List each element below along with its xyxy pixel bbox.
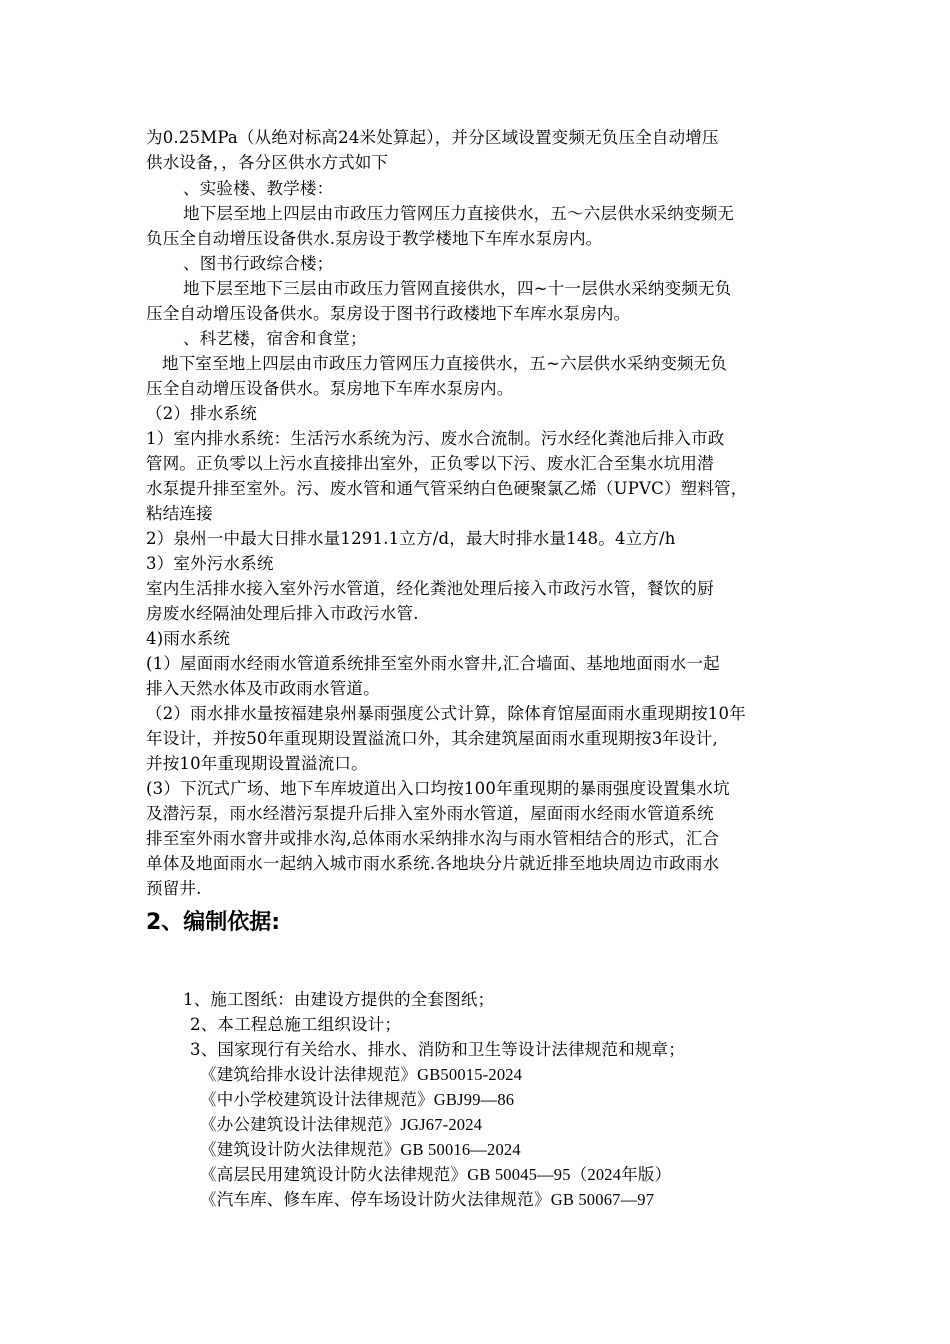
text-line: （2）排水系统: [146, 404, 257, 423]
text-line: 室内生活排水接入室外污水管道，经化粪池处理后接入市政污水管，餐饮的厨: [146, 579, 714, 598]
text-line: 为0.25MPa（从绝对标高24米处算起），并分区域设置变频无负压全自动增压: [146, 128, 719, 147]
text-line: （2）雨水排水量按福建泉州暴雨强度公式计算，除体育馆屋面雨水重现期按10年: [146, 704, 746, 723]
text-line: 1）室内排水系统：生活污水系统为污、废水合流制。污水经化粪池后排入市政: [146, 429, 725, 448]
text-line: 水泵提升排至室外。污、废水管和通气管采纳白色硬聚氯乙烯（UPVC）塑料管，: [146, 479, 748, 498]
text-line: 、实验楼、教学楼：: [183, 179, 334, 198]
text-line: 及潜污泵，雨水经潜污泵提升后排入室外雨水管道，屋面雨水经雨水管道系统: [146, 804, 714, 823]
text-line: 地下层至地上四层由市政压力管网压力直接供水，五～六层供水采纳变频无: [183, 204, 735, 223]
text-line: 粘结连接: [146, 504, 213, 523]
text-line: 压全自动增压设备供水。泵房地下车库水泵房内。: [146, 379, 514, 398]
text-line: 年设计，并按50年重现期设置溢流口外，其余建筑屋面雨水重现期按3年设计,: [146, 729, 718, 748]
text-line: 压全自动增压设备供水。泵房设于图书行政楼地下车库水泵房内。: [146, 304, 631, 323]
basis-item: 2、本工程总施工组织设计；: [190, 1015, 402, 1034]
standard-reference: 《汽车库、修车库、停车场设计防火法律规范》GB 50067—97: [200, 1190, 655, 1209]
basis-item: 1、施工图纸：由建设方提供的全套图纸；: [183, 990, 495, 1009]
text-line: 排入天然水体及市政雨水管道。: [146, 679, 380, 698]
text-line: 4)雨水系统: [146, 629, 231, 648]
text-line: 、图书行政综合楼；: [183, 254, 334, 273]
standard-reference: 《建筑给排水设计法律规范》GB50015-2024: [200, 1065, 523, 1084]
text-line: 3）室外污水系统: [146, 554, 274, 573]
text-line: 单体及地面雨水一起纳入城市雨水系统.各地块分片就近排至地块周边市政雨水: [146, 854, 720, 873]
text-line: 房废水经隔油处理后排入市政污水管.: [146, 604, 419, 623]
text-line: 供水设备，，各分区供水方式如下: [146, 153, 389, 172]
standard-reference: 《中小学校建筑设计法律规范》GBJ99—86: [200, 1090, 515, 1109]
text-line: 2）泉州一中最大日排水量1291.1立方/d，最大时排水量148。4立方/h: [146, 529, 676, 548]
text-line: 管网。正负零以上污水直接排出室外，正负零以下污、废水汇合至集水坑用潜: [146, 454, 714, 473]
text-line: (3）下沉式广场、地下车库坡道出入口均按100年重现期的暴雨强度设置集水坑: [146, 779, 730, 798]
text-line: 、科艺楼，宿舍和食堂；: [183, 329, 367, 348]
text-line: 地下室至地上四层由市政压力管网压力直接供水，五~六层供水采纳变频无负: [162, 354, 728, 373]
standard-reference: 《高层民用建筑设计防火法律规范》GB 50045—95（2024年版）: [200, 1165, 672, 1184]
text-line: (1）屋面雨水经雨水管道系统排至室外雨水窨井,汇合墙面、基地地面雨水一起: [146, 654, 720, 673]
text-line: 地下层至地下三层由市政压力管网直接供水，四~十一层供水采纳变频无负: [183, 279, 732, 298]
standard-reference: 《建筑设计防火法律规范》GB 50016—2024: [200, 1140, 521, 1159]
text-line: 负压全自动增压设备供水.泵房设于教学楼地下车库水泵房内。: [146, 229, 603, 248]
text-line: 排至室外雨水窨井或排水沟,总体雨水采纳排水沟与雨水管相结合的形式，汇合: [146, 829, 720, 848]
text-line: 并按10年重现期设置溢流口。: [146, 754, 368, 773]
section-heading: 2、编制依据:: [146, 910, 281, 935]
basis-item: 3、国家现行有关给水、排水、消防和卫生等设计法律规范和规章；: [190, 1040, 685, 1059]
text-line: 预留井.: [146, 879, 202, 898]
standard-reference: 《办公建筑设计法律规范》JGJ67-2024: [200, 1115, 483, 1134]
